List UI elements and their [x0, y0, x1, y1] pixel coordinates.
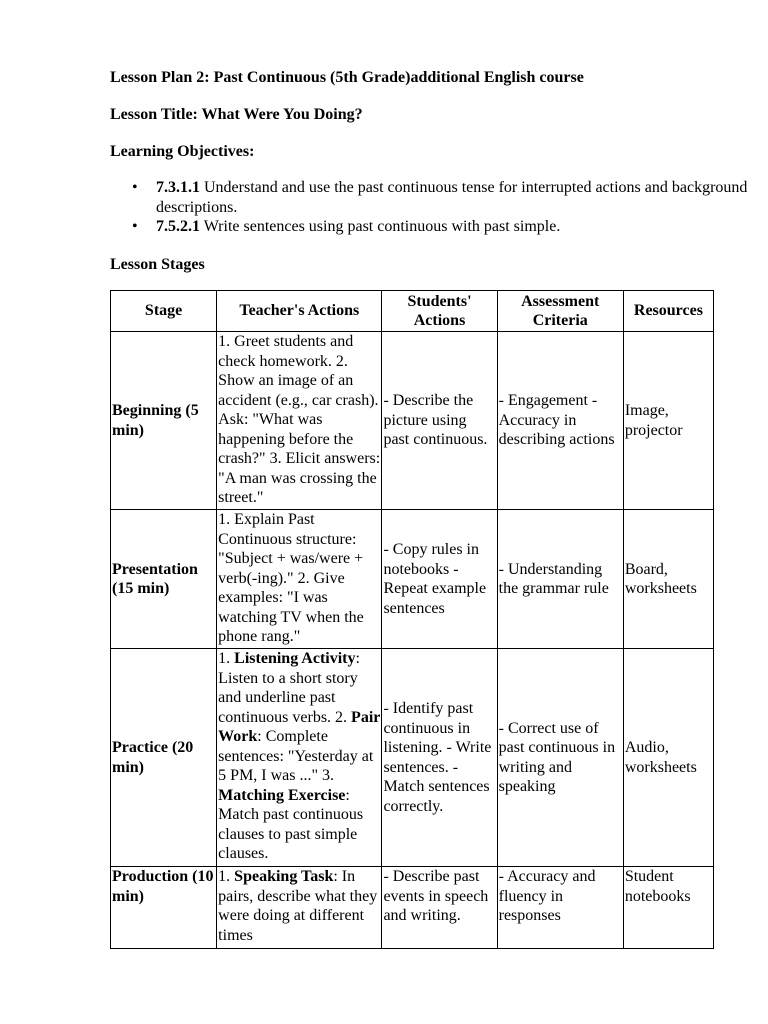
resources-cell: Audio, worksheets — [623, 649, 713, 867]
students-actions-cell: - Describe past events in speech and writing. — [382, 867, 497, 949]
assessment-cell: - Engagement - Accuracy in describing actions — [497, 332, 623, 510]
teacher-text: 1. — [218, 650, 235, 667]
header-assessment-criteria: Assessment Criteria — [497, 291, 623, 332]
table-row — [111, 867, 714, 949]
header-resources: Resources — [623, 291, 713, 332]
table-row — [111, 510, 714, 649]
bullet-icon: • — [132, 179, 138, 196]
teacher-actions-cell — [217, 649, 382, 867]
header-stage: Stage — [111, 291, 217, 332]
teacher-text: : Complete sentences: "Yesterday at 5 PM, I was ..." 3. — [218, 728, 374, 784]
objective-text: Write sentences using past continuous with past simple. — [200, 218, 561, 235]
students-actions-cell: - Describe the picture using past continuous. — [382, 332, 497, 510]
stages-heading: Lesson Stages — [110, 256, 205, 273]
teacher-actions-cell — [217, 867, 382, 949]
header-teacher-actions: Teacher's Actions — [217, 291, 382, 332]
table-row — [111, 649, 714, 867]
teacher-text: : In pairs, describe what they were doing at different times — [218, 868, 378, 944]
teacher-text: 1. — [218, 868, 235, 885]
activity-name: Matching Exercise — [218, 786, 346, 804]
objective-item — [132, 217, 766, 237]
stage-cell: Production (10 min) — [111, 867, 217, 949]
objectives-list — [110, 178, 766, 237]
objectives-heading: Learning Objectives: — [110, 143, 255, 160]
resources-cell: Board, worksheets — [623, 510, 713, 649]
bullet-icon: • — [132, 218, 138, 235]
students-actions-cell: - Copy rules in notebooks - Repeat example sentences — [382, 510, 497, 649]
objective-code: 7.3.1.1 — [156, 179, 200, 196]
activity-name: Pair Work — [218, 708, 381, 745]
stage-cell: Beginning (5 min) — [111, 332, 217, 510]
assessment-cell: - Accuracy and fluency in responses — [497, 867, 623, 949]
lesson-title: Lesson Title: What Were You Doing? — [110, 106, 363, 123]
students-actions-cell: - Identify past continuous in listening. - Write sentences. - Match sentences correctly. — [382, 649, 497, 867]
objective-text: Understand and use the past continuous tense for interrupted actions and background descriptions. — [156, 179, 748, 216]
teacher-text: 1. Greet students and check homework. 2. Show an image of an accident (e.g., car crash). Ask: "What was happening before the crash?" 3. Elicit answers: "A man was crossing the street." — [218, 333, 381, 506]
teacher-text: : Listen to a short story and underline past continuous verbs. 2. — [218, 650, 360, 726]
table-body — [111, 332, 714, 949]
stage-cell: Presentation (15 min) — [111, 510, 217, 649]
assessment-cell: - Understanding the grammar rule — [497, 510, 623, 649]
teacher-actions-cell — [217, 332, 382, 510]
activity-name: Speaking Task — [234, 868, 334, 885]
teacher-text: : Match past continuous clauses to past simple clauses. — [218, 786, 364, 862]
header-students-actions: Students' Actions — [382, 291, 497, 332]
document-title: Lesson Plan 2: Past Continuous (5th Grade)additional English course — [110, 69, 584, 86]
table-row — [111, 332, 714, 510]
lesson-stages-table — [110, 290, 714, 949]
teacher-text: 1. Explain Past Continuous structure: "Subject + was/were + verb(-ing)." 2. Give examples: "I was watching TV when the phone rang." — [218, 511, 364, 645]
activity-name: Listening Activity — [234, 650, 356, 667]
resources-cell: Student notebooks — [623, 867, 713, 949]
assessment-cell: - Correct use of past continuous in writing and speaking — [497, 649, 623, 867]
objective-item — [132, 178, 766, 217]
table-header-row — [111, 291, 714, 332]
resources-cell: Image, projector — [623, 332, 713, 510]
teacher-actions-cell — [217, 510, 382, 649]
objective-code: 7.5.2.1 — [156, 218, 200, 235]
stage-cell: Practice (20 min) — [111, 649, 217, 867]
